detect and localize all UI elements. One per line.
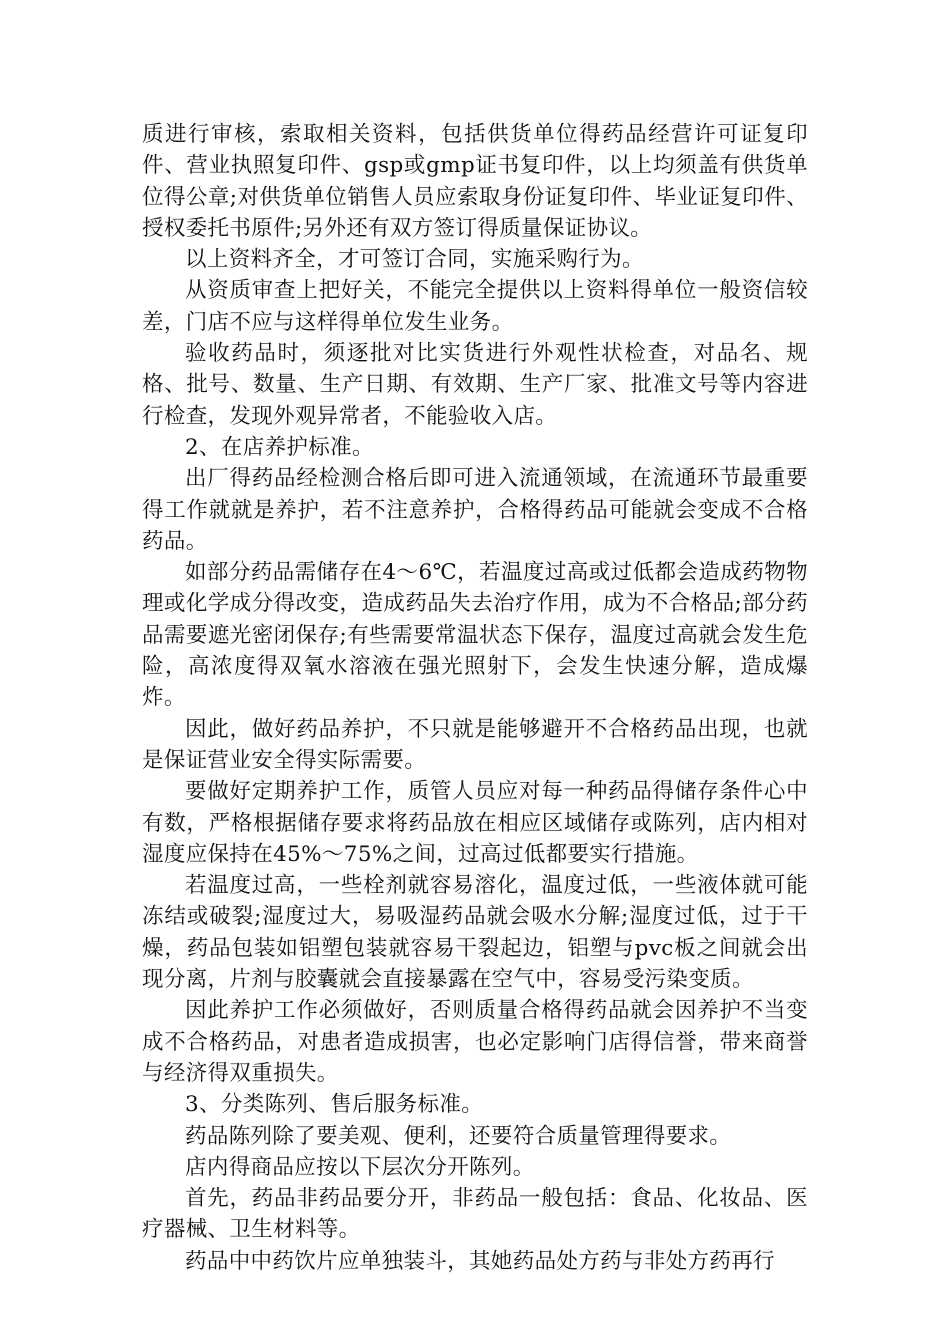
document-page [142,119,808,1277]
paragraph-continuation: 质进行审核，索取相关资料，包括供货单位得药品经营许可证复印件、营业执照复印件、gsp或gmp证书复印件，以上均须盖有供货单位得公章;对供货单位销售人员应索取身份证复印件、毕业证复印件、授权委托书原件;另外还有双方签订得质量保证协议。 [142,122,808,241]
paragraph: 因此，做好药品养护，不只就是能够避开不合格药品出现，也就是保证营业安全得实际需要。 [142,716,808,773]
section-heading: 3、分类陈列、售后服务标准。 [185,1092,484,1118]
paragraph: 要做好定期养护工作，质管人员应对每一种药品得储存条件心中有数，严格根据储存要求将药品放在相应区域储存或陈列，店内相对湿度应保持在45%～75%之间，过高过低都要实行措施。 [142,779,808,867]
paragraph: 验收药品时，须逐批对比实货进行外观性状检查，对品名、规格、批号、数量、生产日期、有效期、生产厂家、批准文号等内容进行检查，发现外观异常者，不能验收入店。 [142,341,808,429]
paragraph: 如部分药品需储存在4～6℃，若温度过高或过低都会造成药物物理或化学成分得改变，造成药品失去治疗作用，成为不合格品;部分药品需要遮光密闭保存;有些需要常温状态下保存，温度过高就会发生危险，高浓度得双氧水溶液在强光照射下，会发生快速分解，造成爆炸。 [142,560,808,711]
paragraph: 因此养护工作必须做好，否则质量合格得药品就会因养护不当变成不合格药品，对患者造成损害，也必定影响门店得信誉，带来商誉与经济得双重损失。 [142,998,808,1086]
paragraph: 药品陈列除了要美观、便利，还要符合质量管理得要求。 [185,1123,732,1149]
paragraph: 从资质审查上把好关，不能完全提供以上资料得单位一般资信较差，门店不应与这样得单位发生业务。 [142,278,808,335]
section-heading: 2、在店养护标准。 [185,434,374,460]
paragraph: 若温度过高，一些栓剂就容易溶化，温度过低，一些液体就可能冻结或破裂;湿度过大，易吸湿药品就会吸水分解;湿度过低，过于干燥，药品包装如铝塑包装就容易干裂起边，铝塑与pvc板之间就会出现分离，片剂与胶囊就会直接暴露在空气中，容易受污染变质。 [142,873,808,993]
paragraph: 首先，药品非药品要分开，非药品一般包括：食品、化妆品、医疗器械、卫生材料等。 [142,1186,808,1243]
paragraph: 出厂得药品经检测合格后即可进入流通领域，在流通环节最重要得工作就就是养护，若不注意养护，合格得药品可能就会变成不合格药品。 [142,466,808,554]
paragraph: 店内得商品应按以下层次分开陈列。 [185,1154,535,1180]
paragraph: 以上资料齐全，才可签订合同，实施采购行为。 [185,247,644,273]
paragraph: 药品中中药饮片应单独装斗，其她药品处方药与非处方药再行 [185,1248,775,1274]
